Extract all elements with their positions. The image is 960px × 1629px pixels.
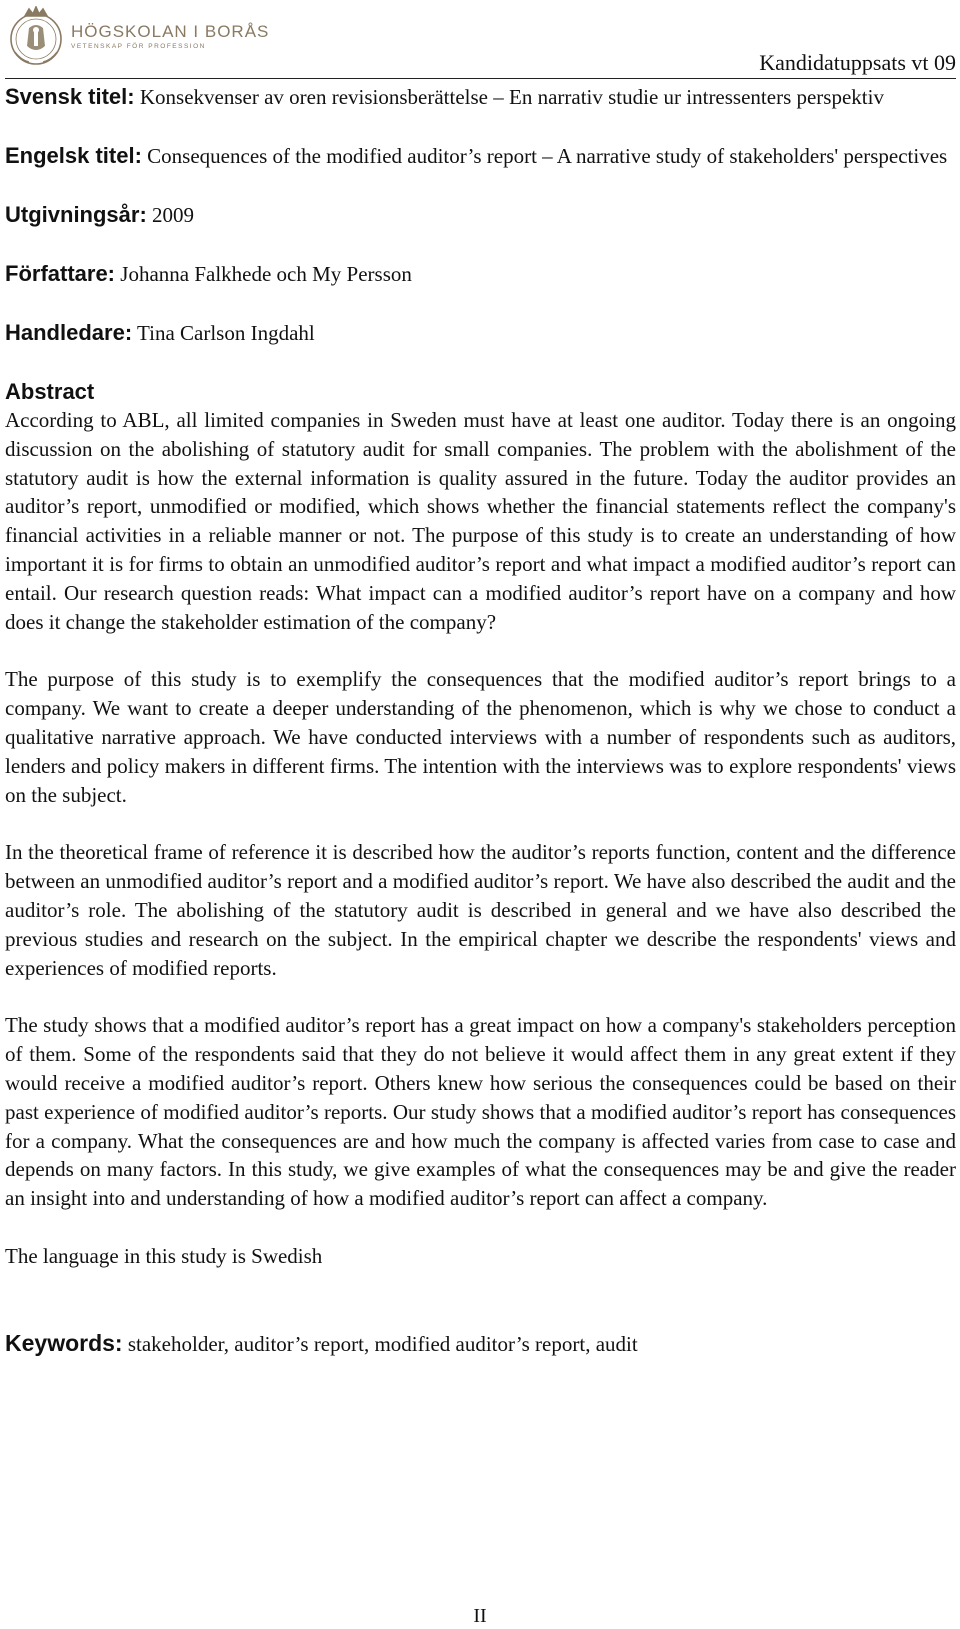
- crest-icon: [7, 6, 65, 68]
- page-header: [5, 6, 956, 79]
- spacer: [5, 982, 956, 1011]
- swedish-title-value: Konsekvenser av oren revisionsberättelse – En narrativ studie ur intressenters perspektiv: [134, 85, 884, 109]
- publication-year: [5, 200, 956, 230]
- spacer: [5, 809, 956, 838]
- authors-label: Författare:: [5, 261, 116, 286]
- english-title: [5, 141, 956, 171]
- spacer: [5, 636, 956, 665]
- keywords-value: stakeholder, auditor’s report, modified auditor’s report, audit: [122, 1331, 638, 1356]
- spacer: [5, 230, 956, 259]
- language-note: The language in this study is Swedish: [5, 1243, 323, 1268]
- spacer: [5, 171, 956, 200]
- supervisor-label: Handledare:: [5, 320, 133, 345]
- abstract-heading: Abstract: [5, 379, 95, 404]
- supervisor: [5, 318, 956, 348]
- logo-tagline: VETENSKAP FÖR PROFESSION: [71, 43, 206, 50]
- spacer: [5, 1271, 956, 1329]
- logo-name: HÖGSKOLAN I BORÅS: [71, 22, 270, 41]
- swedish-title-label: Svensk titel:: [5, 84, 135, 109]
- keywords-label: Keywords:: [5, 1329, 123, 1356]
- spacer: [5, 348, 956, 377]
- spacer: [5, 112, 956, 141]
- supervisor-value: Tina Carlson Ingdahl: [132, 321, 315, 345]
- page-content: [5, 82, 956, 1359]
- keywords: [5, 1329, 956, 1359]
- page-number: II: [473, 1605, 487, 1627]
- year-label: Utgivningsår:: [5, 202, 147, 227]
- abstract-paragraph: The study shows that a modified auditor’s report has a great impact on how a company's stakeholders perception of them. Some of the respondents said that they do not believe it would affect them in any great extent if they would receive a modified auditor’s report. Others knew how serious the consequences could be based on their past experience of modified auditor’s reports. Our study shows that a modified auditor’s report has consequences for a company. What the consequences are and how much the company is affected varies from case to case and depends on many factors. In this study, we give examples of what the consequences may be and give the reader an insight into and understanding of how a modified auditor’s report can affect a company.: [5, 1013, 956, 1211]
- english-title-value: Consequences of the modified auditor’s report – A narrative study of stakeholders' perspectives: [141, 144, 948, 168]
- logo-text: [71, 22, 269, 52]
- abstract-paragraph: According to ABL, all limited companies in Sweden must have at least one auditor. Today there is an ongoing discussion on the abolishing of statutory audit for small companies. The problem with the abolishment of the statutory audit is how the external information is quality assured in the future. Today the auditor provides an auditor’s report, unmodified or modified, which shows whether the financial statements reflect the company's financial activities in a reliable manner or not. The purpose of this study is to create an understanding of how important it is for firms to obtain an unmodified auditor’s report and what impact a modified auditor’s report can entail. Our research question reads: What impact can a modified auditor’s report have on a company and how does it change the stakeholder estimation of the company?: [5, 408, 956, 634]
- swedish-title: [5, 82, 956, 112]
- year-value: 2009: [146, 203, 195, 227]
- university-logo: [7, 6, 269, 68]
- authors: [5, 259, 956, 289]
- document-label: Kandidatuppsats vt 09: [759, 50, 956, 75]
- spacer: [5, 289, 956, 318]
- abstract-paragraph: The purpose of this study is to exemplify the consequences that the modified auditor’s report brings to a company. We want to create a deeper understanding of the phenomenon, which is why we chose to conduct a qualitative narrative approach. We have conducted interviews with a number of respondents such as auditors, lenders and policy makers in different firms. The intention with the interviews was to explore respondents' views on the subject.: [5, 667, 956, 807]
- authors-value: Johanna Falkhede och My Persson: [115, 262, 412, 286]
- english-title-label: Engelsk titel:: [5, 143, 142, 168]
- abstract-paragraph: In the theoretical frame of reference it is described how the auditor’s reports function, content and the difference between an unmodified auditor’s report and a modified auditor’s report. We have also described the audit and the auditor’s role. The abolishing of the statutory audit is described in general and we have also described the previous studies and research on the subject. In the empirical chapter we describe the respondents' views and experiences of modified reports.: [5, 840, 956, 980]
- spacer: [5, 1213, 956, 1242]
